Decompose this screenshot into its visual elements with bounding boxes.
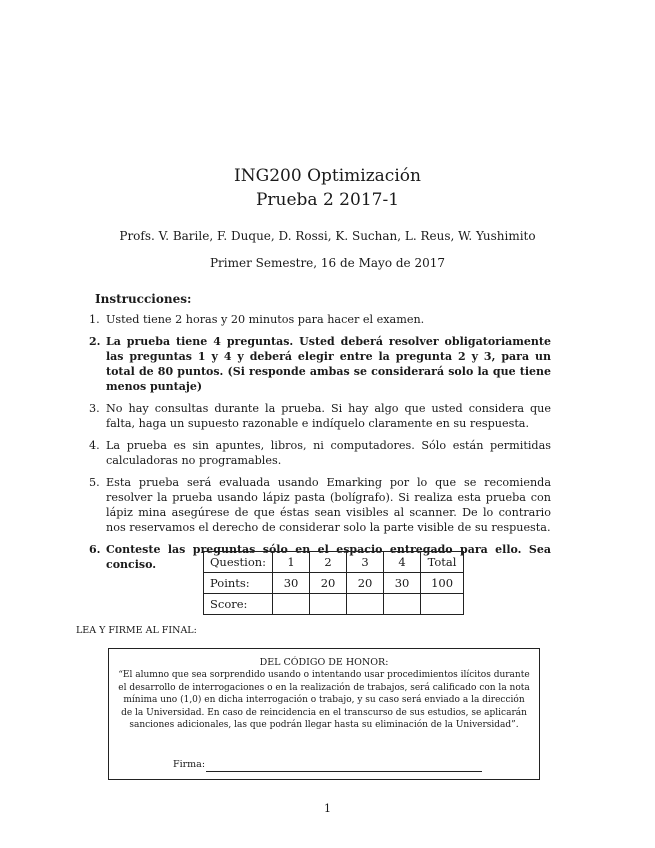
item-text: Usted tiene 2 horas y 20 minutos para hacer el examen.: [106, 313, 425, 326]
score-table: [203, 551, 464, 615]
table-row: [204, 594, 464, 615]
item-text: No hay consultas durante la prueba. Si hay algo que usted considera que falta, haga un supuesto razonable e indíquelo claramente en su respuesta.: [106, 402, 551, 430]
sign-instruction: LEA Y FIRME AL FINAL:: [76, 625, 197, 636]
item-text: Esta prueba será evaluada usando Emarking por lo que se recomienda resolver la prueba usando lápiz pasta (bolígrafo). Si realiza esta prueba con lápiz mina asegúrese de que éstas sean visibles al scanner. De lo contrario nos reservamos el derecho de considerar solo la parte visible de su respuesta.: [106, 476, 551, 534]
signature-label: Firma:: [173, 759, 206, 770]
instructions-list: [89, 312, 551, 579]
points-cell: 30: [384, 573, 421, 594]
document-title: ING200 Optimización: [234, 166, 421, 186]
points-label: Points:: [204, 573, 273, 594]
points-cell: 20: [310, 573, 347, 594]
instructions-heading: Instrucciones:: [95, 292, 192, 306]
item-text: Conteste las preguntas sólo en el espacio entregado para ello. Sea conciso.: [106, 543, 551, 571]
signature-line: [206, 771, 482, 772]
points-cell: 100: [421, 573, 464, 594]
item-number: 2.: [89, 335, 101, 348]
score-cell: [347, 594, 384, 615]
question-label: Question:: [204, 552, 273, 573]
exam-date: Primer Semestre, 16 de Mayo de 2017: [209, 256, 445, 270]
authors: Profs. V. Barile, F. Duque, D. Rossi, K. Suchan, L. Reus, W. Yushimito: [119, 229, 536, 243]
score-cell: [273, 594, 310, 615]
question-cell: 1: [273, 552, 310, 573]
table-row: [204, 573, 464, 594]
points-cell: 30: [273, 573, 310, 594]
instruction-item: [89, 475, 551, 535]
honor-code-text: “El alumno que sea sorprendido usando o intentando usar procedimientos ilícitos durante el desarrollo de interrogaciones o en la realización de trabajos, será calificado con la nota mínima uno (1,0) en dicha interrogación o trabajo, y su caso será enviado a la dirección de la Universidad. En caso de reincidencia en el transcurso de sus estudios, se aplicarán sanciones adicionales, las que podrán llegar hasta su eliminación de la Universidad”.: [118, 670, 530, 730]
instruction-item: [89, 438, 551, 468]
score-cell: [310, 594, 347, 615]
question-cell: 3: [347, 552, 384, 573]
score-cell: [421, 594, 464, 615]
item-number: 4.: [89, 439, 100, 452]
table-row: [204, 552, 464, 573]
item-text: La prueba tiene 4 preguntas. Usted deberá resolver obligatoriamente las preguntas 1 y 4 y deberá elegir entre la pregunta 2 y 3, para un total de 80 puntos. (Si responde ambas se considerará solo la que tiene menos puntaje): [106, 335, 551, 393]
item-number: 3.: [89, 402, 100, 415]
instruction-item: [89, 334, 551, 394]
instruction-item: [89, 312, 551, 327]
question-cell: 2: [310, 552, 347, 573]
item-number: 5.: [89, 476, 100, 489]
document-subtitle: Prueba 2 2017-1: [255, 190, 400, 210]
item-text: La prueba es sin apuntes, libros, ni computadores. Sólo están permitidas calculadoras no programables.: [106, 439, 551, 467]
question-cell: Total: [421, 552, 464, 573]
item-number: 6.: [89, 543, 101, 556]
honor-code-box: [108, 648, 540, 780]
question-cell: 4: [384, 552, 421, 573]
item-number: 1.: [89, 313, 100, 326]
score-label: Score:: [204, 594, 273, 615]
instruction-item: [89, 401, 551, 431]
honor-code-title: DEL CÓDIGO DE HONOR:: [259, 657, 389, 668]
score-cell: [384, 594, 421, 615]
points-cell: 20: [347, 573, 384, 594]
page-number: 1: [324, 802, 331, 815]
